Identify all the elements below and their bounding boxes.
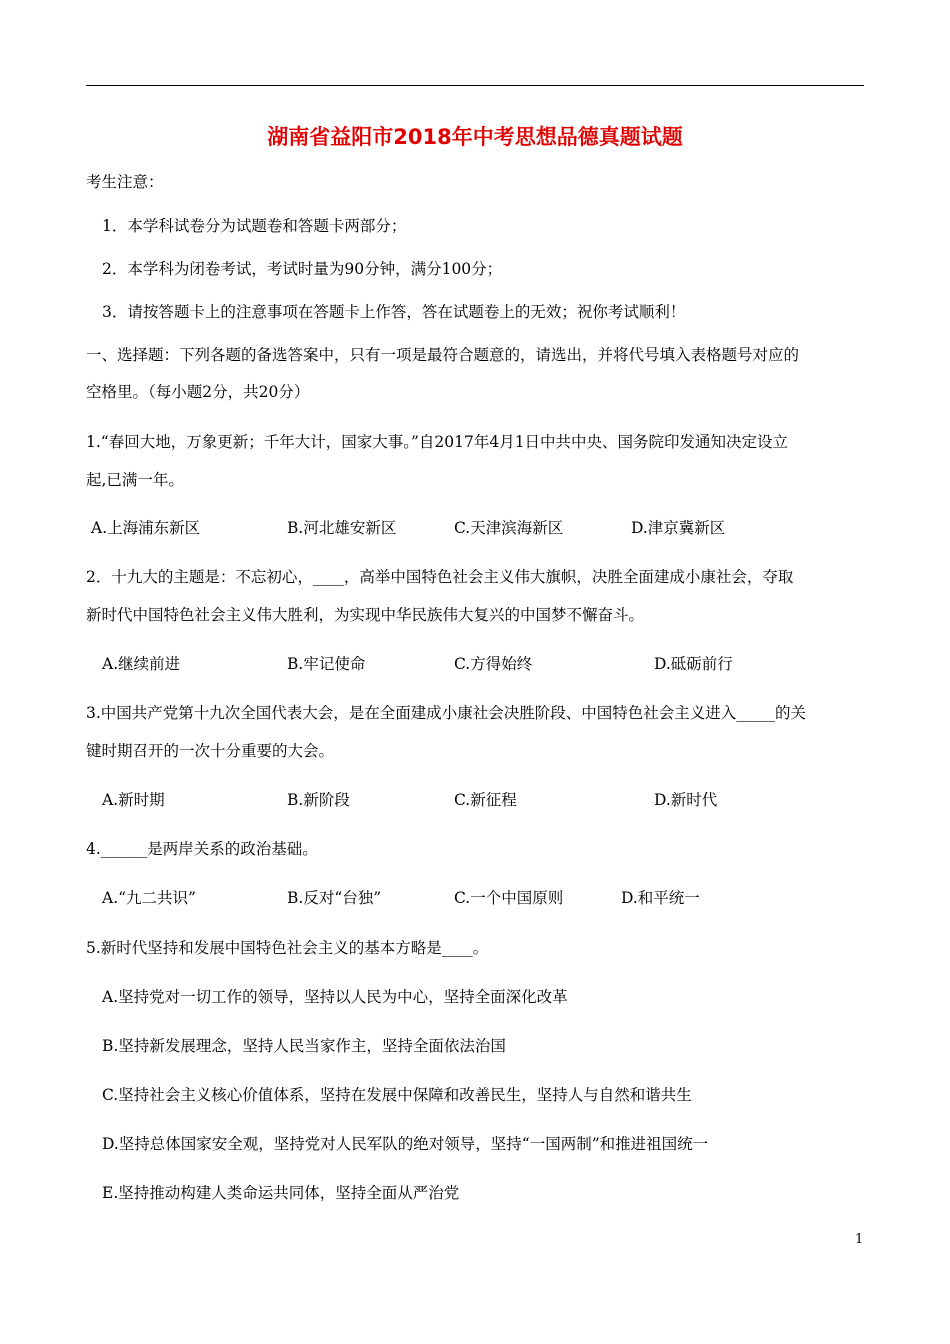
question-2-option-c: C.方得始终 — [454, 655, 533, 673]
question-1-option-c: C.天津滨海新区 — [454, 519, 564, 537]
section-instruction: 空格里。（每小题2分，共20分） — [86, 383, 310, 401]
question-5-option-e: E.坚持推动构建人类命运共同体，坚持全面从严治党 — [102, 1184, 460, 1202]
question-4-text: 4.______是两岸关系的政治基础。 — [86, 840, 318, 858]
question-3-option-d: D.新时代 — [654, 791, 718, 809]
question-5-option-c: C.坚持社会主义核心价值体系，坚持在发展中保障和改善民生，坚持人与自然和谐共生 — [102, 1086, 692, 1104]
header-rule — [86, 85, 864, 86]
page-number: 1 — [855, 1232, 864, 1247]
question-2-text: 2．十九大的主题是：不忘初心，____，高举中国特色社会主义伟大旗帜，决胜全面建成小康社会，夺取 — [86, 568, 794, 586]
question-3-option-b: B.新阶段 — [287, 791, 350, 809]
question-5-text: 5.新时代坚持和发展中国特色社会主义的基本方略是____。 — [86, 939, 489, 957]
question-4-option-a: A.“九二共识” — [102, 889, 196, 907]
notice-item: 1．本学科试卷分为试题卷和答题卡两部分； — [102, 217, 407, 235]
question-1-text: 起,已满一年。 — [86, 471, 184, 489]
question-2-text: 新时代中国特色社会主义伟大胜利，为实现中华民族伟大复兴的中国梦不懈奋斗。 — [86, 606, 645, 624]
question-2-option-d: D.砥砺前行 — [654, 655, 733, 673]
question-3-option-a: A.新时期 — [102, 791, 165, 809]
question-3-text: 键时期召开的一次十分重要的大会。 — [86, 742, 335, 760]
question-3-option-c: C.新征程 — [454, 791, 517, 809]
question-1-text: 1.“春回大地，万象更新；千年大计，国家大事。”自2017年4月1日中共中央、国务院印发通知决定设立 — [86, 433, 789, 451]
section-instruction: 一、选择题：下列各题的备选答案中，只有一项是最符合题意的，请选出，并将代号填入表格题号对应的 — [86, 346, 800, 364]
notice-item: 3．请按答题卡上的注意事项在答题卡上作答，答在试题卷上的无效；祝你考试顺利！ — [102, 303, 686, 321]
question-1-option-a: A.上海浦东新区 — [91, 519, 201, 537]
question-4-option-d: D.和平统一 — [621, 889, 700, 907]
question-2-option-a: A.继续前进 — [102, 655, 181, 673]
question-2-option-b: B.牢记使命 — [287, 655, 366, 673]
notice-item: 2．本学科为闭卷考试，考试时量为90分钟，满分100分； — [102, 260, 503, 278]
notice-heading: 考生注意： — [86, 173, 164, 191]
question-4-option-c: C.一个中国原则 — [454, 889, 564, 907]
question-1-option-b: B.河北雄安新区 — [287, 519, 397, 537]
page-title: 湖南省益阳市2018年中考思想品德真题试题 — [267, 125, 683, 149]
question-5-option-a: A.坚持党对一切工作的领导，坚持以人民为中心，坚持全面深化改革 — [102, 988, 568, 1006]
question-5-option-b: B.坚持新发展理念，坚持人民当家作主，坚持全面依法治国 — [102, 1037, 506, 1055]
question-4-option-b: B.反对“台独” — [287, 889, 382, 907]
question-1-option-d: D.津京冀新区 — [631, 519, 726, 537]
question-5-option-d: D.坚持总体国家安全观，坚持党对人民军队的绝对领导，坚持“一国两制”和推进祖国统一 — [102, 1135, 709, 1153]
question-3-text: 3.中国共产党第十九次全国代表大会，是在全面建成小康社会决胜阶段、中国特色社会主义进入_____的关 — [86, 704, 807, 722]
